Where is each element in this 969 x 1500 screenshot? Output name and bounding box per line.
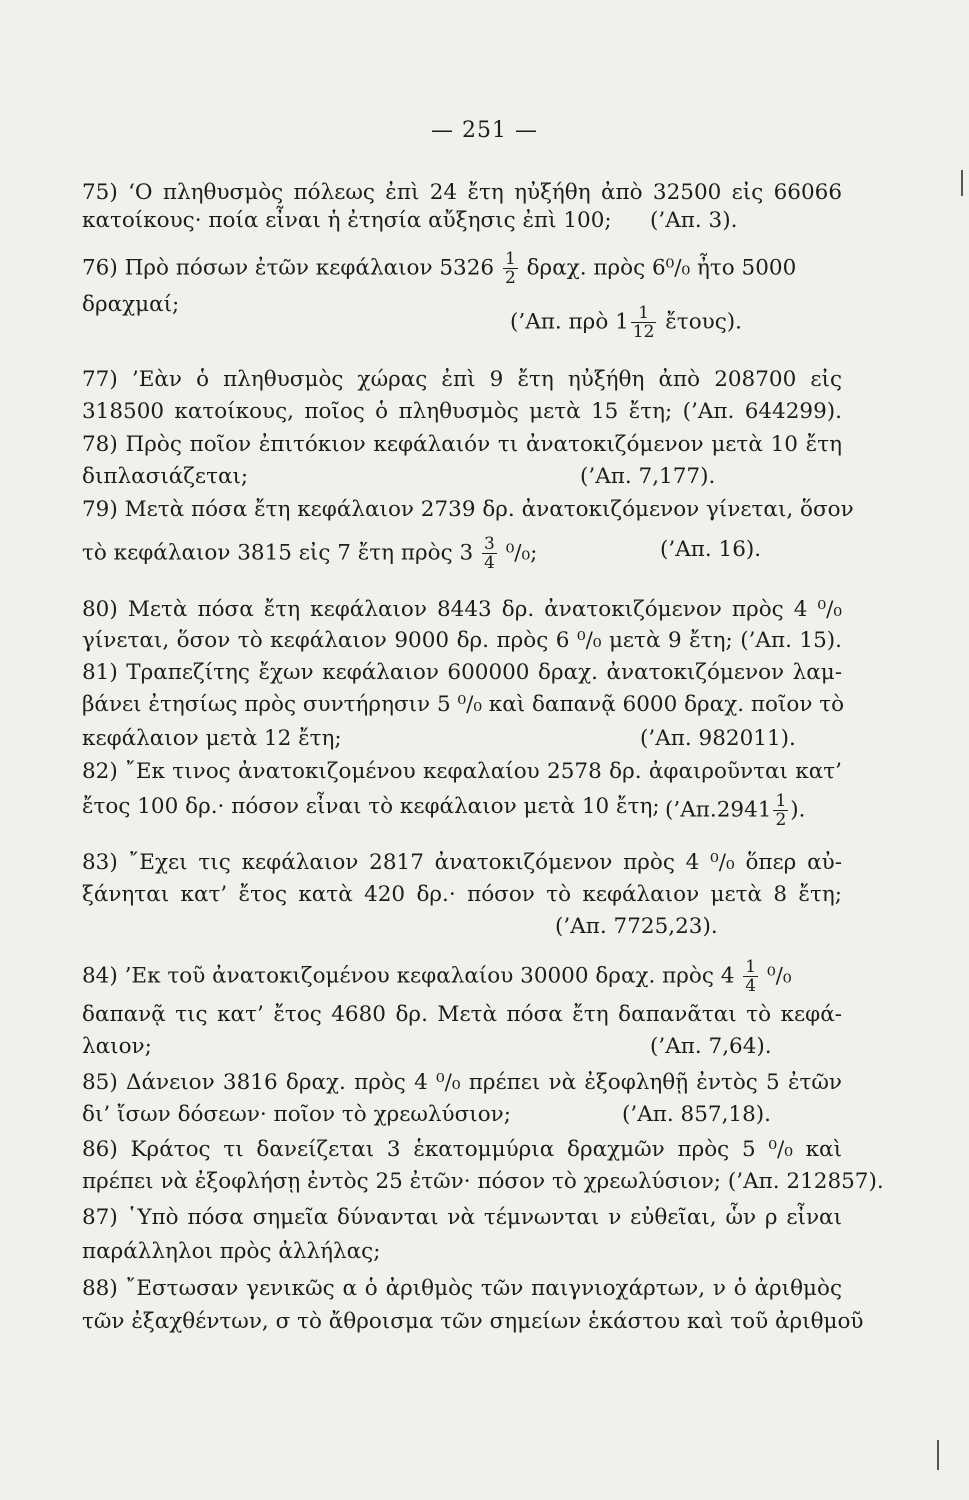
- problem-78-line-2: διπλασιάζεται;: [82, 464, 249, 489]
- problem-85-line-2: δι’ ἴσων δόσεων· ποῖον τὸ χρεωλύσιον;: [82, 1102, 511, 1127]
- problem-87-line-2: παράλληλοι πρὸς ἀλλήλας;: [82, 1239, 381, 1264]
- problem-84-line-2: δαπανᾷ τις κατ’ ἔτος 4680 δρ. Μετὰ πόσα ἔτη δαπανᾶται τὸ κεφά-: [82, 1002, 842, 1027]
- fraction-denominator: 4: [745, 976, 757, 996]
- fraction-denominator: 2: [775, 810, 787, 830]
- page-number: — 251 —: [431, 118, 538, 143]
- problem-81-line-1: 81) Τραπεζίτης ἔχων κεφάλαιον 600000 δραχ. ἀνατοκιζόμενον λαμ-: [82, 660, 842, 685]
- problem-87-line-1: 87) ῾Υπὸ πόσα σημεῖα δύνανται νὰ τέμνωνται ν εὐθεῖαι, ὧν ρ εἶναι: [82, 1205, 842, 1230]
- problem-82-answer: [665, 792, 806, 829]
- problem-77-line-1: 77) ’Εὰν ὁ πληθυσμὸς χώρας ἐπὶ 9 ἔτη ηὐξήθη ἀπὸ 208700 εἰς: [82, 367, 842, 392]
- problem-85-line-1: 85) Δάνειον 3816 δραχ. πρὸς 4 ⁰/₀ πρέπει νὰ ἐξοφληθῇ ἐντὸς 5 ἐτῶν: [82, 1070, 842, 1095]
- problem-82-answer-a: (’Απ.2941: [665, 797, 772, 823]
- problem-86-line-1: 86) Κράτος τι δανείζεται 3 ἑκατομμύρια δραχμῶν πρὸς 5 ⁰/₀ καὶ: [82, 1137, 842, 1162]
- fraction-numerator: 1: [775, 791, 787, 811]
- problem-88-line-2: τῶν ἐξαχθέντων, σ τὸ ἄθροισμα τῶν σημείων ἑκάστου καὶ τοῦ ἀριθμοῦ: [82, 1309, 864, 1334]
- fraction-one-quarter: [743, 958, 758, 995]
- problem-76-line-2: δραχμαί;: [82, 292, 180, 317]
- problem-84-answer: (’Απ. 7,64).: [650, 1034, 772, 1059]
- problem-78-answer: (’Απ. 7,177).: [580, 464, 716, 489]
- problem-83-line-2: ξάνηται κατ’ ἔτος κατὰ 420 δρ.· πόσον τὸ κεφάλαιον μετὰ 8 ἔτη;: [82, 882, 842, 907]
- problem-75-answer: (’Απ. 3).: [650, 208, 738, 233]
- problem-85-answer: (’Απ. 857,18).: [622, 1102, 771, 1127]
- problem-76-text-b: δραχ. πρὸς 6⁰/₀ ἦτο 5000: [526, 255, 797, 281]
- problem-76-answer: [510, 304, 742, 341]
- problem-84-text-b: ⁰/₀: [766, 963, 792, 989]
- problem-81-answer: (’Απ. 982011).: [640, 726, 796, 751]
- problem-82-answer-b: ).: [790, 797, 806, 823]
- fraction-one-half: [773, 792, 788, 829]
- fraction-one-twelfth: [631, 304, 657, 341]
- problem-77-line-2: 318500 κατοίκους, ποῖος ὁ πληθυσμὸς μετὰ 15 ἔτη; (’Απ. 644299).: [82, 399, 842, 424]
- problem-83-line-1: 83) ῎Εχει τις κεφάλαιον 2817 ἀνατοκιζόμενον πρὸς 4 ⁰/₀ ὅπερ αὐ-: [82, 850, 842, 875]
- problem-84-text-a: 84) ’Εκ τοῦ ἀνατοκιζομένου κεφαλαίου 30000 δραχ. πρὸς 4: [82, 963, 735, 989]
- fraction-numerator: 1: [504, 249, 516, 269]
- problem-76-line-1: [82, 250, 842, 287]
- problem-86-line-2: πρέπει νὰ ἐξοφλήσῃ ἐντὸς 25 ἐτῶν· πόσον τὸ χρεωλύσιον; (’Απ. 212857).: [82, 1169, 884, 1194]
- problem-79-answer: (’Απ. 16).: [660, 537, 762, 562]
- fraction-one-half: [503, 250, 518, 287]
- problem-79-text-b: ⁰/₀;: [505, 540, 538, 566]
- problem-79-line-1: 79) Μετὰ πόσα ἔτη κεφάλαιον 2739 δρ. ἀνατοκιζόμενον γίνεται, ὅσον: [82, 497, 854, 522]
- problem-82-line-2: ἔτος 100 δρ.· πόσον εἶναι τὸ κεφάλαιον μετὰ 10 ἔτη;: [82, 794, 660, 819]
- problem-83-answer: (’Απ. 7725,23).: [555, 914, 718, 939]
- problem-82-line-1: 82) ῎Εκ τινος ἀνατοκιζομένου κεφαλαίου 2578 δρ. ἀφαιροῦνται κατ’: [82, 759, 842, 784]
- problem-81-line-2: βάνει ἐτησίως πρὸς συντήρησιν 5 ⁰/₀ καὶ δαπανᾷ 6000 δραχ. ποῖον τὸ: [82, 692, 845, 717]
- fraction-numerator: 3: [484, 534, 495, 554]
- problem-79-text-a: τὸ κεφάλαιον 3815 εἰς 7 ἔτη πρὸς 3: [82, 540, 474, 566]
- fraction-three-quarters: [482, 535, 497, 572]
- fraction-denominator: 2: [504, 268, 516, 288]
- problem-75-line-1: 75) ‘Ο πληθυσμὸς πόλεως ἐπὶ 24 ἔτη ηὐξήθη ἀπὸ 32500 εἰς 66066: [82, 180, 842, 205]
- problem-84-line-1: [82, 958, 842, 995]
- fraction-numerator: 1: [631, 304, 657, 323]
- problem-80-line-1: 80) Μετὰ πόσα ἔτη κεφάλαιον 8443 δρ. ἀνατοκιζόμενον πρὸς 4 ⁰/₀: [82, 597, 842, 622]
- fraction-denominator: 4: [484, 553, 495, 573]
- problem-75-line-2: κατοίκους· ποία εἶναι ἡ ἐτησία αὔξησις ἐπὶ 100;: [82, 208, 612, 233]
- problem-78-line-1: 78) Πρὸς ποῖον ἐπιτόκιον κεφάλαιόν τι ἀνατοκιζόμενον μετὰ 10 ἔτη: [82, 432, 842, 457]
- problem-81-line-3: κεφάλαιον μετὰ 12 ἔτη;: [82, 726, 342, 751]
- problem-84-line-3: λαιον;: [82, 1034, 152, 1059]
- problem-76-answer-a: (’Απ. πρὸ 1: [510, 309, 629, 335]
- problem-76-answer-b: ἔτους).: [665, 309, 742, 335]
- problem-80-line-2: γίνεται, ὅσον τὸ κεφάλαιον 9000 δρ. πρὸς 6 ⁰/₀ μετὰ 9 ἔτη; (’Απ. 15).: [82, 628, 842, 653]
- problem-88-line-1: 88) ῎Εστωσαν γενικῶς α ὁ ἀριθμὸς τῶν παιγνιοχάρτων, ν ὁ ἀριθμὸς: [82, 1276, 842, 1301]
- scan-margin-mark: [961, 170, 963, 196]
- fraction-denominator: 12: [632, 322, 655, 342]
- scan-margin-mark: [937, 1440, 939, 1470]
- problem-76-text-a: 76) Πρὸ πόσων ἐτῶν κεφάλαιον 5326: [82, 255, 495, 281]
- fraction-numerator: 1: [745, 957, 757, 977]
